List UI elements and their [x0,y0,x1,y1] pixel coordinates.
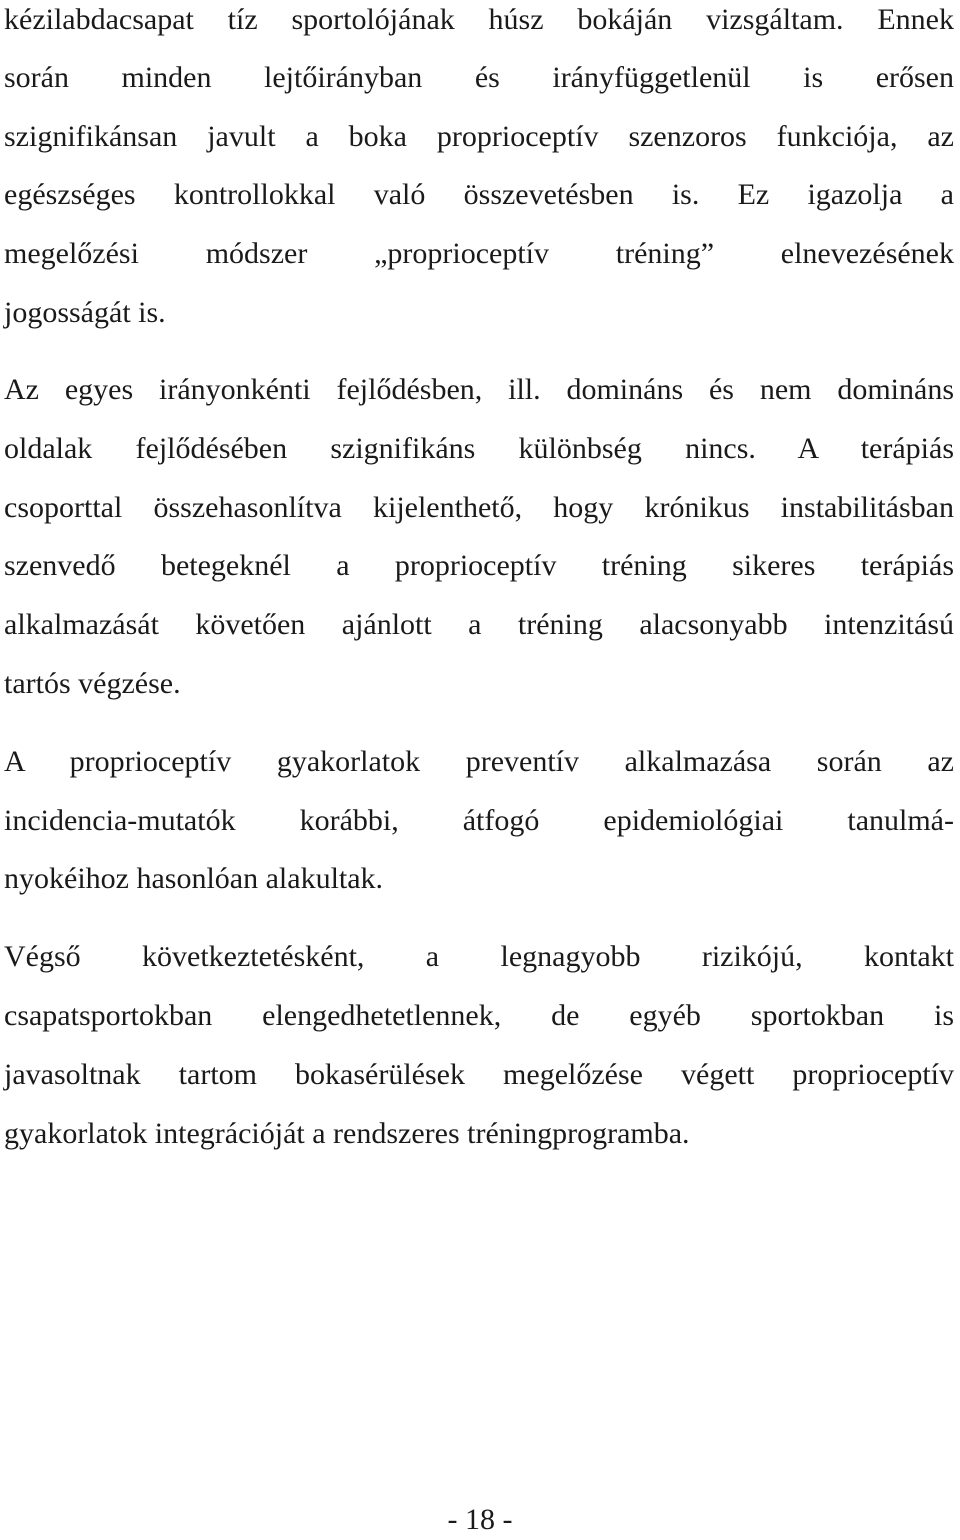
text-line: csapatsportokban elengedhetetlennek, de egyéb sportokban is [4,999,954,1032]
text-line: során minden lejtőirányban és irányfüggetlenül is erősen [4,61,954,94]
page-number: - 18 - [447,1503,513,1536]
text-line: Végső következtetésként, a legnagyobb rizikójú, kontakt [4,940,954,973]
text-line: alkalmazását követően ajánlott a tréning alacsonyabb intenzitású [4,608,954,641]
text-line: megelőzési módszer „proprioceptív tréning” elnevezésének [4,237,954,270]
text-line: tartós végzése. [4,667,181,700]
text-line: jogosságát is. [4,296,166,329]
text-line: kézilabdacsapat tíz sportolójának húsz bokáján vizsgáltam. Ennek [4,3,954,36]
text-line: szenvedő betegeknél a proprioceptív tréning sikeres terápiás [4,549,954,582]
text-line: oldalak fejlődésében szignifikáns különbség nincs. A terápiás [4,432,954,465]
text-line: csoporttal összehasonlítva kijelenthető, hogy krónikus instabilitásban [4,491,954,524]
text-line: szignifikánsan javult a boka proprioceptív szenzoros funkciója, az [4,120,954,153]
text-line: egészséges kontrollokkal való összevetésben is. Ez igazolja a [4,178,954,211]
text-line: nyokéihoz hasonlóan alakultak. [4,862,384,895]
text-line: incidencia-mutatók korábbi, átfogó epidemiológiai tanulmá- [4,804,954,837]
text-line: javasoltnak tartom bokasérülések megelőzése végett proprioceptív [4,1058,954,1091]
text-line: Az egyes irányonkénti fejlődésben, ill. domináns és nem domináns [4,373,954,406]
text-line: gyakorlatok integrációját a rendszeres tréningprogramba. [4,1117,690,1150]
text-line: A proprioceptív gyakorlatok preventív alkalmazása során az [4,745,954,778]
